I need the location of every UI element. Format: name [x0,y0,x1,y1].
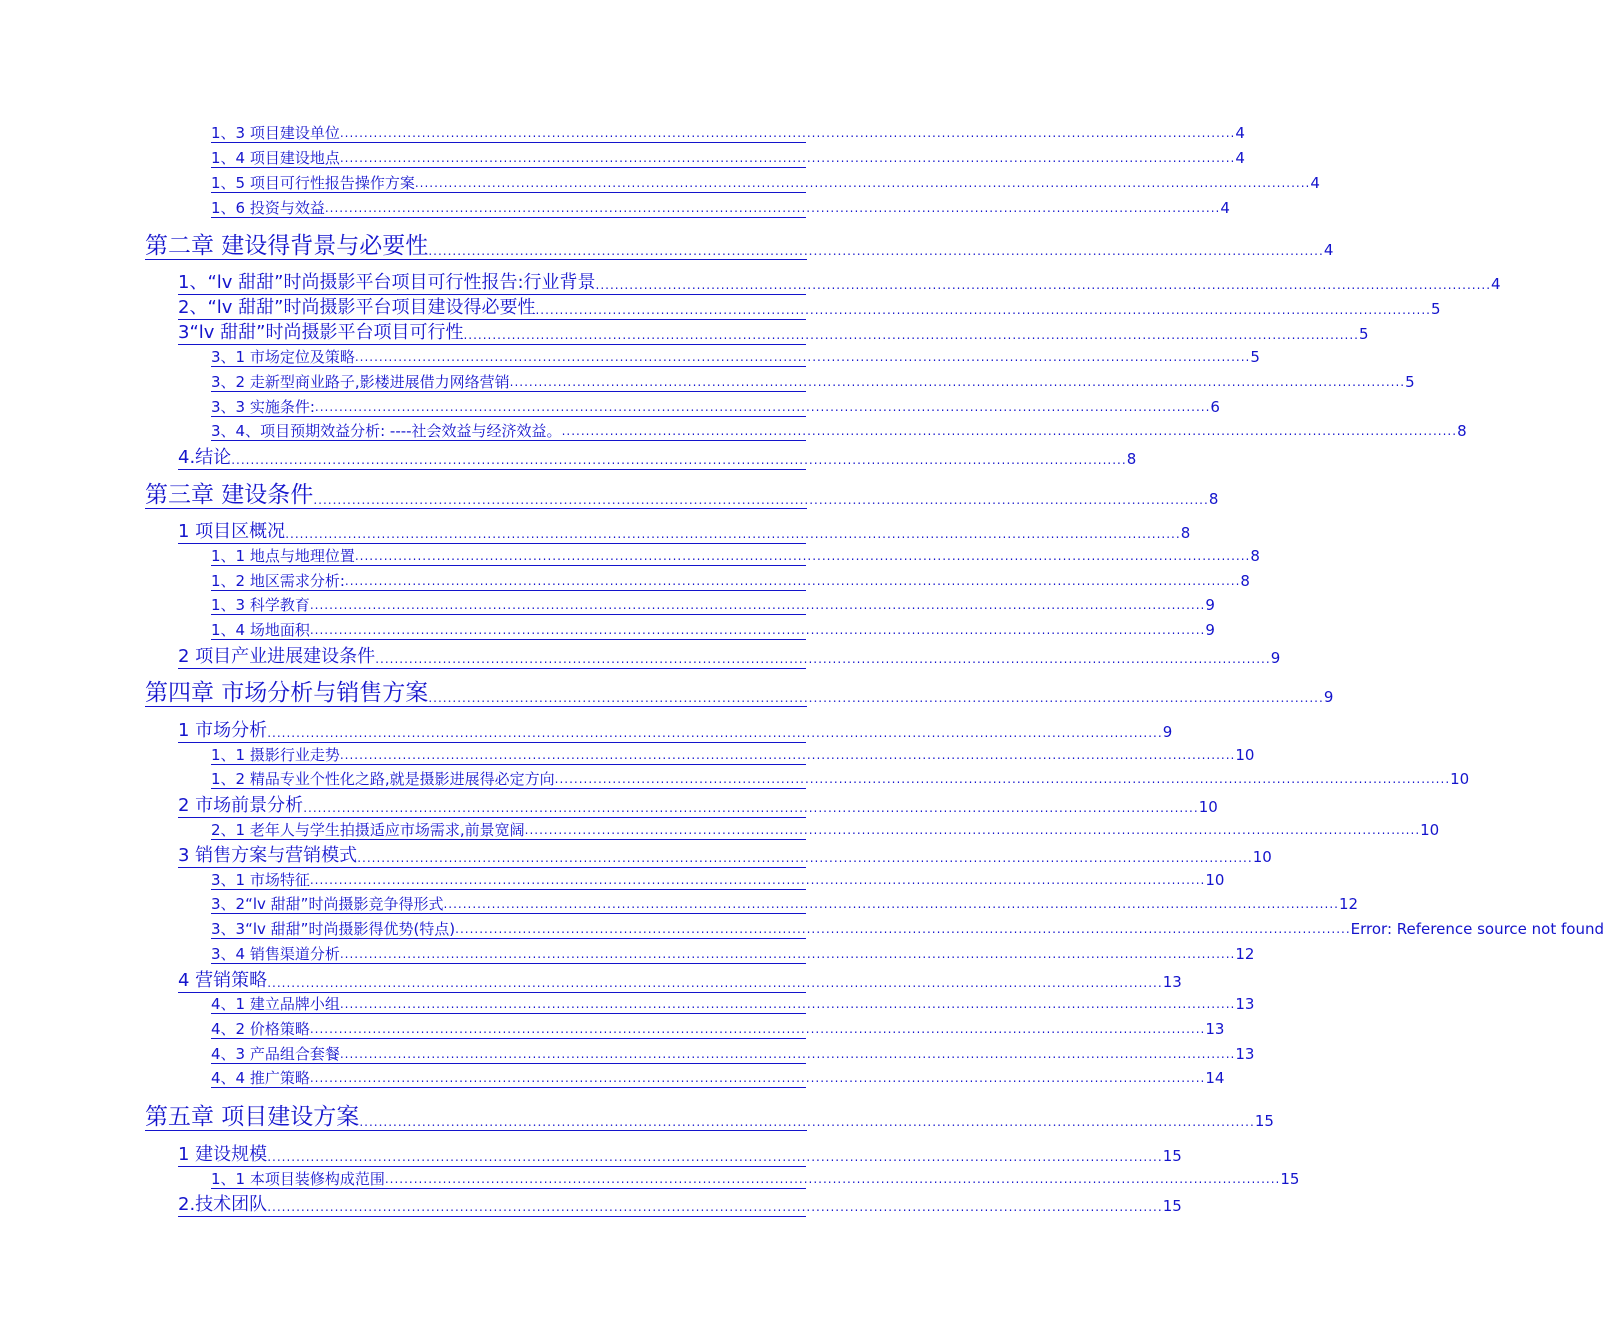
toc-entry[interactable] [211,398,1220,417]
toc-entry[interactable] [145,680,1334,707]
toc-entry[interactable] [211,821,1440,840]
toc-entry-title: 1 建设规模 [178,1144,268,1165]
toc-leader: .......................................................................................................................................................................................... [455,922,1351,937]
toc-entry[interactable] [211,572,1250,591]
toc-entry-title: 2.技术团队 [178,1194,268,1215]
toc-leader: .......................................................................................................................................................................................... [285,526,1181,541]
toc-entry-page: 13 [1162,973,1182,992]
toc-leader: .......................................................................................................................................................................................... [384,1172,1281,1187]
toc-entry-page: 5 [1405,373,1415,391]
toc-entry-page: 8 [1250,547,1260,565]
toc-entry[interactable] [145,233,1334,260]
toc-entry-page: 12 [1338,895,1359,913]
toc-entry-title: 1、1 本项目装修构成范围 [211,1170,385,1188]
toc-entry-page: 10 [1205,871,1225,889]
toc-entry-page: 9 [1205,596,1215,614]
toc-leader: .......................................................................................................................................................................................... [535,302,1431,317]
toc-leader: .......................................................................................................................................................................................... [314,400,1211,415]
toc-entry-page: 9 [1270,649,1281,668]
toc-entry[interactable] [211,621,1215,640]
toc-entry-page: 4 [1235,149,1245,167]
toc-entry-title: 4、4 推广策略 [211,1069,310,1087]
toc-entry[interactable] [211,1045,1255,1064]
toc-entry[interactable] [178,1194,1182,1217]
toc-entry-page: 4 [1491,275,1501,294]
toc-leader: .......................................................................................................................................................................................... [313,492,1209,507]
toc-leader: .......................................................................................................................................................................................... [303,800,1199,815]
toc-entry-title: 1、1 地点与地理位置 [211,547,355,565]
toc-entry-title: 2 市场前景分析 [178,795,304,816]
toc-leader: .......................................................................................................................................................................................... [414,176,1311,191]
toc-entry-page: 9 [1323,688,1334,707]
toc-leader: .......................................................................................................................................................................................... [339,151,1236,166]
toc-entry[interactable] [211,124,1245,143]
toc-entry-page: Error: Reference source not found [1350,920,1604,938]
toc-entry-title: 3、1 市场特征 [211,871,310,889]
toc-leader: .......................................................................................................................................................................................... [354,549,1251,564]
toc-entry[interactable] [178,322,1369,345]
toc-entry-title: 1、3 项目建设单位 [211,124,340,142]
toc-entry[interactable] [211,895,1359,914]
toc-entry[interactable] [211,422,1467,441]
toc-leader: .......................................................................................................................................................................................... [267,1149,1163,1164]
toc-entry-page: 4 [1323,241,1334,260]
toc-entry[interactable] [178,272,1501,295]
toc-entry-page: 9 [1205,621,1215,639]
toc-leader: .......................................................................................................................................................................................... [428,243,1324,258]
toc-entry[interactable] [178,1144,1182,1167]
toc-entry[interactable] [211,149,1245,168]
toc-entry-page: 13 [1235,1045,1255,1063]
toc-entry[interactable] [145,482,1219,509]
toc-entry-title: 第四章 市场分析与销售方案 [145,680,429,706]
toc-entry-title: 第三章 建设条件 [145,482,314,508]
toc-entry-title: 第二章 建设得背景与必要性 [145,233,429,259]
toc-entry[interactable] [211,1069,1225,1088]
toc-entry-title: 1、1 摄影行业走势 [211,746,340,764]
toc-entry-title: 1 市场分析 [178,720,268,741]
toc-leader: .......................................................................................................................................................................................... [231,452,1127,467]
toc-leader: .......................................................................................................................................................................................... [324,201,1221,216]
toc-leader: .......................................................................................................................................................................................... [375,651,1271,666]
toc-entry-title: 1、“lv 甜甜”时尚摄影平台项目可行性报告:行业背景 [178,272,596,293]
toc-entry-title: 3、1 市场定位及策略 [211,348,355,366]
toc-entry-title: 第五章 项目建设方案 [145,1104,360,1130]
toc-entry[interactable] [211,746,1255,765]
toc-entry[interactable] [178,845,1272,868]
toc-leader: .......................................................................................................................................................................................... [267,1199,1163,1214]
toc-entry-page: 14 [1205,1069,1225,1087]
toc-entry-title: 4、2 价格策略 [211,1020,310,1038]
toc-entry-page: 6 [1210,398,1220,416]
toc-leader: .......................................................................................................................................................................................... [357,850,1253,865]
toc-leader: .......................................................................................................................................................................................... [309,623,1206,638]
toc-entry[interactable] [211,871,1225,890]
toc-leader: .......................................................................................................................................................................................... [267,975,1163,990]
toc-entry-page: 8 [1457,422,1467,440]
toc-entry[interactable] [211,373,1415,392]
toc-entry-page: 15 [1162,1197,1182,1216]
toc-entry-title: 4.结论 [178,447,232,468]
toc-entry-page: 8 [1126,450,1137,469]
toc-entry[interactable] [211,1170,1300,1189]
toc-entry-page: 5 [1358,325,1369,344]
toc-entry[interactable] [178,795,1218,818]
toc-entry-page: 9 [1162,723,1173,742]
toc-entry[interactable] [178,521,1191,544]
toc-leader: .......................................................................................................................................................................................... [595,277,1492,292]
toc-leader: .......................................................................................................................................................................................... [354,350,1251,365]
toc-entry[interactable] [211,995,1255,1014]
toc-leader: .......................................................................................................................................................................................... [509,375,1406,390]
toc-entry-title: 1、4 场地面积 [211,621,310,639]
toc-entry[interactable] [211,174,1320,193]
toc-leader: .......................................................................................................................................................................................... [359,1114,1255,1129]
toc-leader: .......................................................................................................................................................................................... [339,1047,1236,1062]
toc-entry-title: 4、1 建立品牌小组 [211,995,340,1013]
toc-entry-page: 4 [1220,199,1230,217]
toc-entry[interactable] [211,199,1230,218]
toc-entry-title: 1、6 投资与效益 [211,199,325,217]
toc-leader: .......................................................................................................................................................................................... [561,424,1458,439]
toc-entry-page: 10 [1252,848,1272,867]
toc-entry[interactable] [211,596,1215,615]
toc-entry-page: 13 [1205,1020,1225,1038]
toc-leader: .......................................................................................................................................................................................... [339,748,1236,763]
toc-entry-title: 4 营销策略 [178,970,268,991]
toc-entry-page: 10 [1420,821,1440,839]
toc-leader: .......................................................................................................................................................................................... [339,997,1236,1012]
toc-leader: .......................................................................................................................................................................................... [309,598,1206,613]
toc-leader: .......................................................................................................................................................................................... [554,772,1451,787]
toc-entry[interactable] [145,1104,1274,1131]
toc-entry[interactable] [211,945,1255,964]
toc-entry-title: 2、1 老年人与学生拍摄适应市场需求,前景宽阔 [211,821,525,839]
toc-entry[interactable] [178,447,1137,470]
toc-entry-title: 2 项目产业进展建设条件 [178,646,376,667]
toc-entry[interactable] [211,1020,1225,1039]
toc-entry[interactable] [211,547,1260,566]
toc-entry-page: 8 [1208,490,1219,509]
toc-entry-title: 1、2 地区需求分析: [211,572,345,590]
toc-entry-page: 15 [1254,1112,1274,1131]
toc-entry[interactable] [211,770,1470,789]
toc-entry-title: 1、3 科学教育 [211,596,310,614]
toc-leader: .......................................................................................................................................................................................... [463,327,1359,342]
toc-entry-page: 8 [1240,572,1250,590]
toc-entry-page: 4 [1235,124,1245,142]
toc-entry-page: 10 [1450,770,1470,788]
toc-entry-title: 1 项目区概况 [178,521,286,542]
toc-entry-title: 3、3“lv 甜甜”时尚摄影得优势(特点) [211,920,456,938]
toc-leader: .......................................................................................................................................................................................... [339,947,1236,962]
toc-leader: .......................................................................................................................................................................................... [524,823,1421,838]
toc-leader: .......................................................................................................................................................................................... [443,897,1339,912]
toc-entry[interactable] [178,970,1182,993]
toc-entry[interactable] [178,646,1281,669]
toc-entry-page: 12 [1235,945,1255,963]
toc-leader: .......................................................................................................................................................................................... [309,873,1206,888]
toc-entry-page: 13 [1235,995,1255,1013]
toc-entry[interactable] [211,348,1260,367]
toc-entry-page: 15 [1162,1147,1182,1166]
toc-entry[interactable] [178,720,1173,743]
toc-entry-title: 3、4、项目预期效益分析: ----社会效益与经济效益。 [211,422,562,440]
toc-entry-title: 3、4 销售渠道分析 [211,945,340,963]
toc-entry-title: 1、4 项目建设地点 [211,149,340,167]
toc-entry-title: 3、3 实施条件: [211,398,315,416]
toc-entry-title: 3“lv 甜甜”时尚摄影平台项目可行性 [178,322,464,343]
toc-entry-page: 10 [1235,746,1255,764]
toc-entry-title: 3、2 走新型商业路子,影楼进展借力网络营销 [211,373,510,391]
toc-entry[interactable] [211,920,1604,939]
toc-entry-title: 2、“lv 甜甜”时尚摄影平台项目建设得必要性 [178,297,536,318]
toc-leader: .......................................................................................................................................................................................... [428,690,1324,705]
toc-entry-title: 3 销售方案与营销模式 [178,845,358,866]
toc-entry-page: 10 [1198,798,1218,817]
toc-entry-title: 4、3 产品组合套餐 [211,1045,340,1063]
toc-entry-page: 15 [1280,1170,1300,1188]
toc-entry-page: 4 [1310,174,1320,192]
toc-leader: .......................................................................................................................................................................................... [339,126,1236,141]
toc-leader: .......................................................................................................................................................................................... [309,1022,1206,1037]
toc-entry-title: 3、2“lv 甜甜”时尚摄影竞争得形式 [211,895,444,913]
toc-leader: .......................................................................................................................................................................................... [344,574,1241,589]
toc-entry-page: 5 [1430,300,1441,319]
toc-leader: .......................................................................................................................................................................................... [267,725,1163,740]
toc-entry-title: 1、5 项目可行性报告操作方案 [211,174,415,192]
toc-entry[interactable] [178,297,1441,320]
toc-entry-title: 1、2 精品专业个性化之路,就是摄影进展得必定方向 [211,770,555,788]
toc-entry-page: 5 [1250,348,1260,366]
toc-leader: .......................................................................................................................................................................................... [309,1071,1206,1086]
toc-entry-page: 8 [1180,524,1191,543]
